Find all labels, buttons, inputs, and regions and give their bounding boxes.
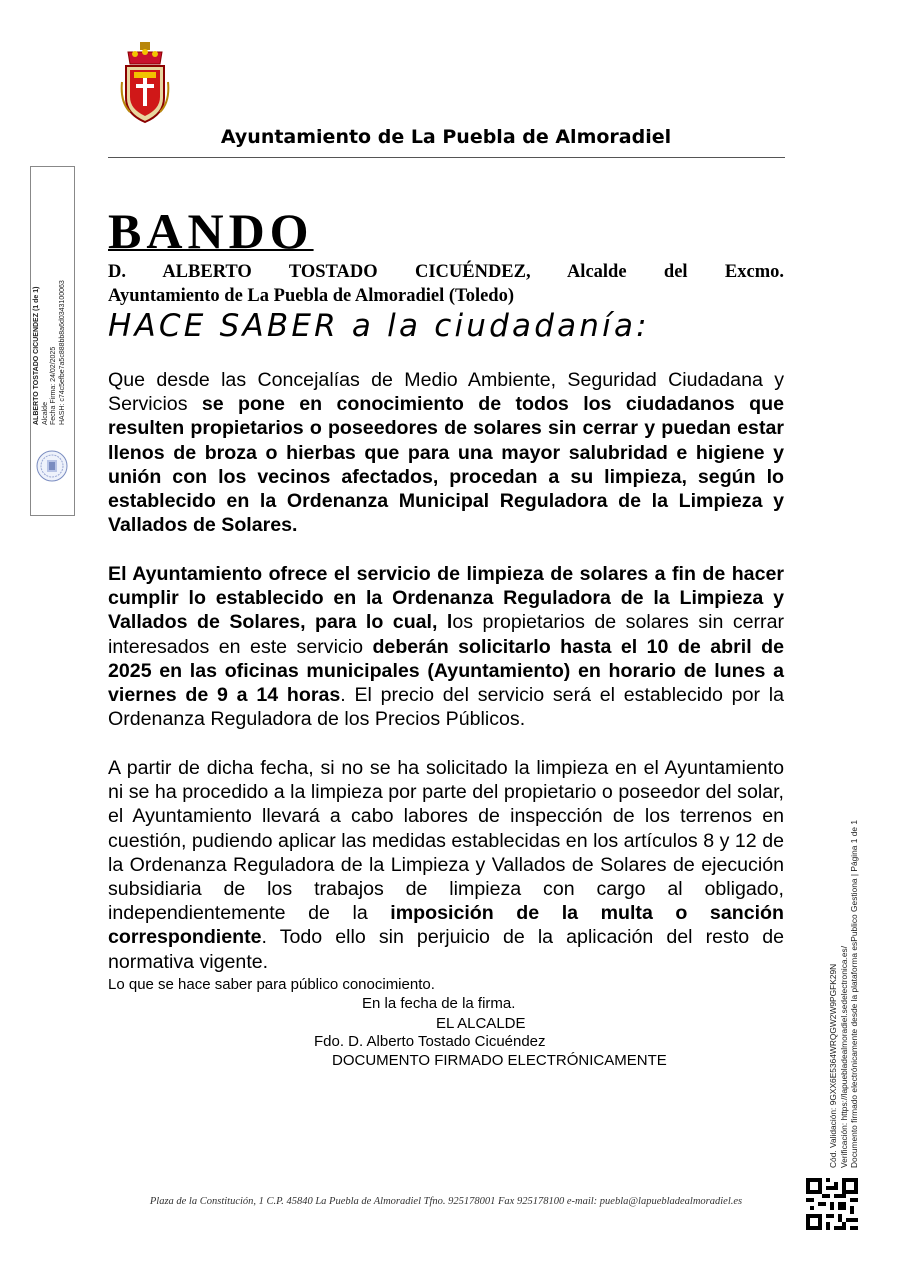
stamp-hash: HASH: c74c5efbe7a5c888bb8a6d0343100063 bbox=[58, 280, 66, 425]
signature-date-line: En la fecha de la firma. bbox=[362, 995, 516, 1012]
hace-saber-heading: HACE SABER a la ciudadanía: bbox=[108, 308, 650, 344]
stamp-signer: ALBERTO TOSTADO CICUENDEZ (1 de 1) bbox=[33, 286, 40, 425]
para2-bold1: El Ayuntamiento ofrece el servicio de limpieza de solares a fin de hacer cumplir lo establecido en la Ordenanza Reguladora de la Limpieza y Vallados de Solares, para lo cual, l bbox=[108, 563, 784, 634]
header-title: Ayuntamiento de La Puebla de Almoradiel bbox=[220, 126, 672, 148]
para1-intro: Que desde las Concejalías de Medio Ambiente, Seguridad Ciudadana y Servicios bbox=[108, 369, 784, 416]
para3-normal1: A partir de dicha fecha, si no se ha solicitado la limpieza en el Ayuntamiento ni se ha procedido a la limpieza por parte del propietario o poseedor del solar, el Ayuntamiento llevará a cabo labores de inspección de los terrenos en cuestión, pudiendo aplicar las medidas establecidas en los artículos 8 y 12 de la Ordenanza Reguladora de la Limpieza y Vallados de Solares de ejecución subsidiaria de los trabajos de limpieza con cargo al obligado, independientemente de la bbox=[108, 757, 784, 925]
para2-bold2: deberán solicitarlo hasta el 10 de abril de 2025 en las oficinas municipales (Ayuntamiento) en horario de lunes a viernes de 9 a 14 horas bbox=[108, 635, 784, 707]
signature-stamp-text bbox=[33, 77, 71, 425]
mayor-heading-line2: Ayuntamiento de La Puebla de Almoradiel (Toledo) bbox=[108, 286, 514, 306]
verification-platform: Documento firmado electrónicamente desde la plataforma esPublico Gestiona | Página 1 de 1 bbox=[849, 819, 859, 1168]
paragraph-3 bbox=[108, 756, 784, 974]
qr-code-icon bbox=[806, 1178, 858, 1230]
closing-line: Lo que se hace saber para público conocimiento. bbox=[108, 976, 435, 993]
electronic-signature-note: DOCUMENTO FIRMADO ELECTRÓNICAMENTE bbox=[332, 1052, 667, 1069]
signature-title: EL ALCALDE bbox=[436, 1015, 526, 1032]
mayor-heading-line1: D. ALBERTO TOSTADO CICUÉNDEZ, Alcalde del Excmo. bbox=[108, 262, 784, 282]
para3-bold: imposición de la multa o sanción correspondiente bbox=[108, 902, 784, 949]
para2-normal2: . El precio del servicio será el establecido por la Ordenanza Reguladora de los Precios Públicos. bbox=[108, 684, 784, 731]
signature-signer: Fdo. D. Alberto Tostado Cicuéndez bbox=[314, 1033, 546, 1050]
document-title: BANDO bbox=[108, 203, 314, 259]
verification-strip bbox=[828, 788, 864, 1168]
municipal-coat-of-arms-icon bbox=[120, 42, 170, 124]
para2-normal1: os propietarios de solares sin cerrar interesados en este servicio bbox=[108, 611, 785, 658]
verification-url: Verificación: https://lapuebladealmoradiel.sedelectronica.es/ bbox=[838, 945, 849, 1168]
footer-address: Plaza de la Constitución, 1 C.P. 45840 La Puebla de Almoradiel Tfno. 925178001 Fax 925178100 e-mail: puebla@lapuebladealmoradiel.es bbox=[149, 1196, 743, 1207]
stamp-role: Alcalde bbox=[41, 402, 49, 425]
mayor-heading bbox=[108, 260, 784, 308]
verification-code: Cód. Validación: 9GXX6E5364WRQGW2W9PGFK29N bbox=[828, 963, 838, 1168]
para3-normal2: . Todo ello sin perjuicio de la aplicación del resto de normativa vigente. bbox=[108, 926, 784, 973]
stamp-date: Fecha Firma: 24/02/2025 bbox=[50, 346, 57, 425]
para1-bold: se pone en conocimiento de todos los ciudadanos que resulten propietarios o poseedores de solares sin cerrar y puedan estar llenos de broza o hierbas que para una mayor salubridad e higiene y unión con los vecinos afectados, procedan a su limpieza, según lo establecido en la Ordenanza Municipal Reguladora de la Limpieza y Vallados de Solares. bbox=[108, 393, 784, 537]
paragraph-1 bbox=[108, 368, 784, 537]
signature-seal-icon bbox=[36, 450, 68, 482]
header-divider bbox=[108, 157, 785, 158]
paragraph-2 bbox=[108, 562, 784, 731]
